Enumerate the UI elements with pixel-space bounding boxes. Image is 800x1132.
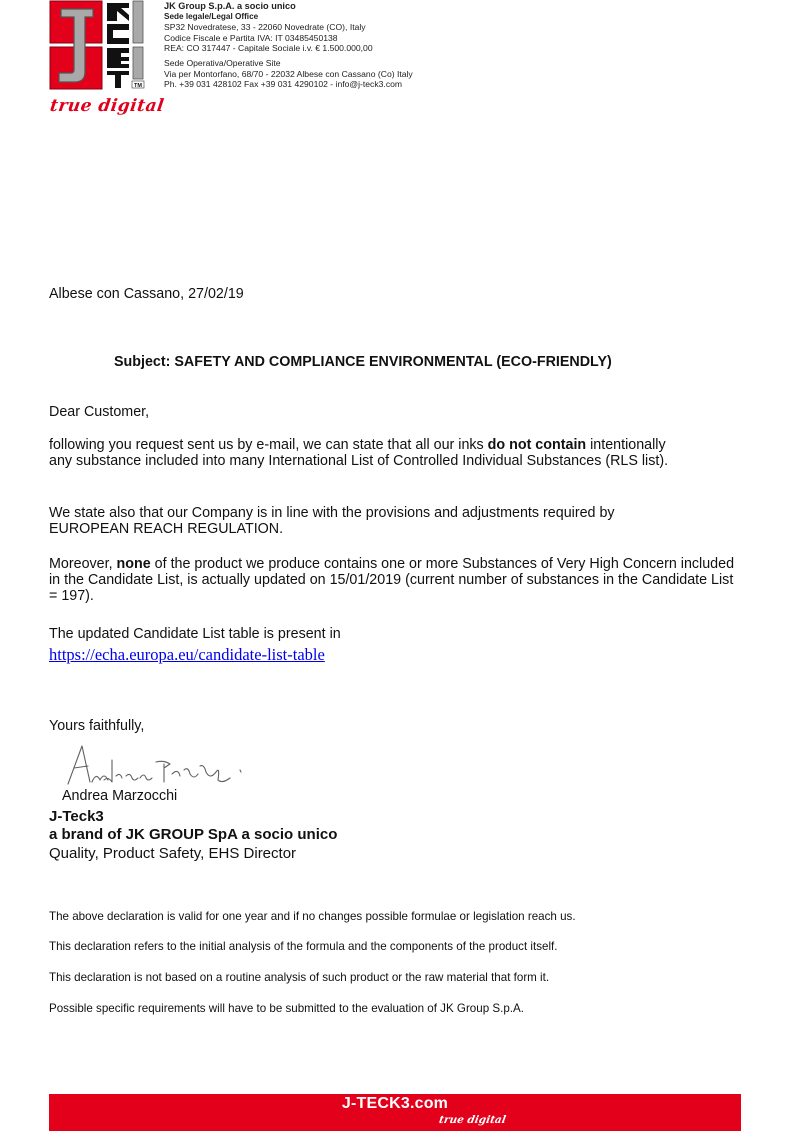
emphasis-do-not-contain: do not contain [487, 437, 587, 453]
logo-grey-bar-bottom [133, 47, 143, 79]
greeting: Dear Customer, [49, 404, 150, 420]
signer-brand [49, 808, 337, 844]
paragraph-line: = 197). [49, 588, 94, 605]
company-contacts: Ph. +39 031 428102 Fax +39 031 4290102 - info@j-teck3.com [164, 79, 403, 90]
logo-trademark: TM [134, 83, 142, 89]
logo-grey-bar-top [133, 1, 143, 43]
legal-office-label: Sede legale/Legal Office [164, 11, 259, 21]
paragraph-reach [49, 505, 615, 537]
signer-name: Andrea Marzocchi [62, 788, 178, 804]
paragraph-line: We state also that our Company is in line with the provisions and adjustments required by [49, 505, 615, 521]
text-run: of the product we produce contains one or more Substances of Very High Concern included [150, 556, 735, 572]
paragraph-svhc [49, 556, 734, 605]
logo-tagline: true digital [48, 96, 166, 116]
paragraph-candidate-list: The updated Candidate List table is present in [49, 626, 341, 642]
paragraph-line [49, 556, 734, 572]
rea-capital: REA: CO 317447 - Capitale Sociale i.v. € 1.500.000,00 [164, 43, 373, 54]
operative-address: Via per Montorfano, 68/70 - 22032 Albese con Cassano (Co) Italy [164, 68, 413, 79]
handwritten-signature [60, 742, 260, 786]
candidate-list-link[interactable]: https://echa.europa.eu/candidate-list-table [49, 645, 325, 664]
place-date: Albese con Cassano, 27/02/19 [49, 286, 244, 302]
brand-name: J-Teck3 [49, 808, 104, 825]
subject-line: Subject: SAFETY AND COMPLIANCE ENVIRONMENTAL (ECO-FRIENDLY) [114, 354, 612, 370]
text-run: Moreover, [49, 556, 117, 572]
tax-id: Codice Fiscale e Partita IVA: IT 03485450138 [164, 32, 338, 43]
legal-address: SP32 Novedratese, 33 - 22060 Novedrate (CO), Italy [164, 22, 366, 33]
text-run: following you request sent us by e-mail, we can state that all our inks [49, 437, 488, 453]
footer-banner [49, 1094, 741, 1131]
text-run: intentionally [586, 437, 666, 453]
brand-company: a brand of JK GROUP SpA a socio unico [49, 826, 338, 843]
note-analysis-scope: This declaration refers to the initial analysis of the formula and the components of the product itself. [49, 940, 558, 953]
footer-website: J-TECK3.com [341, 1095, 449, 1112]
paragraph-line [49, 437, 668, 453]
note-requirements: Possible specific requirements will have to be submitted to the evaluation of JK Group S.p.A. [49, 1002, 524, 1015]
paragraph-line: in the Candidate List, is actually updated on 15/01/2019 (current number of substances in the Candidate List [49, 572, 734, 589]
closing: Yours faithfully, [49, 718, 145, 734]
paragraph-inks [49, 437, 668, 469]
paragraph-line: any substance included into many International List of Controlled Individual Substances (RLS list). [49, 453, 669, 470]
emphasis-none: none [116, 556, 151, 572]
operative-site-label: Sede Operativa/Operative Site [164, 57, 281, 68]
company-header [164, 1, 413, 90]
company-name: JK Group S.p.A. a socio unico [164, 1, 296, 11]
paragraph-line: EUROPEAN REACH REGULATION. [49, 521, 284, 538]
note-validity: The above declaration is valid for one year and if no changes possible formulae or legislation reach us. [49, 910, 576, 923]
footer-tagline: true digital [438, 1114, 507, 1126]
note-not-routine: This declaration is not based on a routine analysis of such product or the raw material that form it. [49, 971, 550, 984]
signer-role: Quality, Product Safety, EHS Director [49, 845, 297, 862]
company-logo [49, 0, 159, 95]
